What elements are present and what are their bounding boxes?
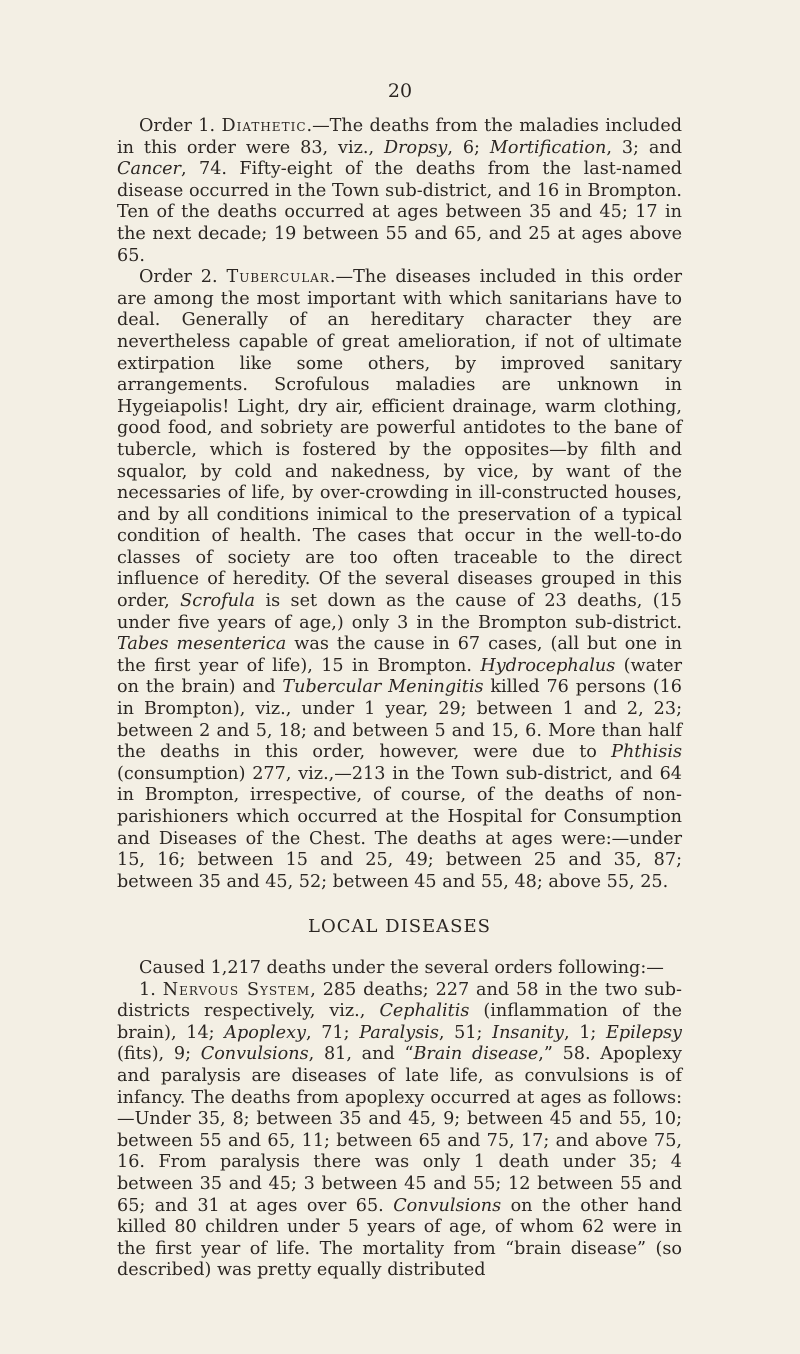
paragraph-nervous-system: 1. Nervous System, 285 deaths; 227 and 58 in the two sub-districts respectively, viz., Cephalitis (inflammation of the brain), 14; Apoplexy, 71; Paralysis, 51; Insanity, 1; Epilepsy (fits), 9; Convulsions, 81, and “Brain disease,” 58. Apoplexy and paralysis are diseases of late life, as convulsions is of infancy. The deaths from apoplexy occurred at ages as follows:—Under 35, 8; between 35 and 45, 9; between 45 and 55, 10; between 55 and 65, 11; between 65 and 75, 17; and above 75, 16. From paralysis there was only 1 death under 35; 4 between 35 and 45; 3 between 45 and 55; 12 between 55 and 65; and 31 at ages over 65. Convulsions on the other hand killed 80 children under 5 years of age, of whom 62 were in the first year of life. The mortality from “brain disease” (so described) was pretty equally distributed [117, 979, 683, 1281]
order-title-diathetic: Diathetic [221, 116, 307, 136]
section-heading-local-diseases: LOCAL DISEASES [308, 916, 491, 938]
paragraph-local-intro: Caused 1,217 deaths under the several orders following:— [139, 957, 664, 978]
page-number: 20 [387, 80, 413, 102]
page-body [117, 116, 682, 1282]
order-title-nervous-system: Nervous System [162, 979, 311, 1000]
paragraph-order-2: Order 2. Tubercular.—The diseases included in this order are among the most important with which sanitarians have to deal. Generally of an hereditary character they are nevertheless capable of great amelioration, if not of ultimate extirpation like some others, by improved sanitary arrangements. Scrofulous maladies are unknown in Hygeiapolis! Light, dry air, efficient drainage, warm clothing, good food, and sobriety are powerful antidotes to the bane of tubercle, which is fostered by the opposites—by filth and squalor, by cold and nakedness, by vice, by want of the necessaries of life, by over-crowding in ill-constructed houses, and by all conditions inimical to the preservation of a typical condition of health. The cases that occur in the well-to-do classes of society are too often traceable to the direct influence of heredity. Of the several diseases grouped in this order, Scrofula is set down as the cause of 23 deaths, (15 under five years of age,) only 3 in the Brompton sub-district. Tabes mesenterica was the cause in 67 cases, (all but one in the first year of life), 15 in Brompton. Hydrocephalus (water on the brain) and Tubercular Meningitis killed 76 persons (16 in Brompton), viz., under 1 year, 29; between 1 and 2, 23; between 2 and 5, 18; and between 5 and 15, 6. More than half the deaths in this order, however, were due to Phthisis (consumption) 277, viz.,—213 in the Town sub-district, and 64 in Brompton, irrespective, of course, of the deaths of non-parishioners which occurred at the Hospital for Consumption and Diseases of the Chest. The deaths at ages were:—under 15, 16; between 15 and 25, 49; between 25 and 35, 87; between 35 and 45, 52; between 45 and 55, 48; above 55, 25. [117, 267, 682, 892]
order-title-tubercular: Tubercular [226, 267, 330, 288]
paragraph-order-1: Order 1. Diathetic.—The deaths from the maladies included in this order were 83, viz., Dropsy, 6; Mortification, 3; and Cancer, 74. Fifty-eight of the deaths from the last-named disease occurred in the Town sub-district, and 16 in Brompton. Ten of the deaths occurred at ages between 35 and 45; 17 in the next decade; 19 between 55 and 65, and 25 at ages above 65. [117, 116, 683, 266]
